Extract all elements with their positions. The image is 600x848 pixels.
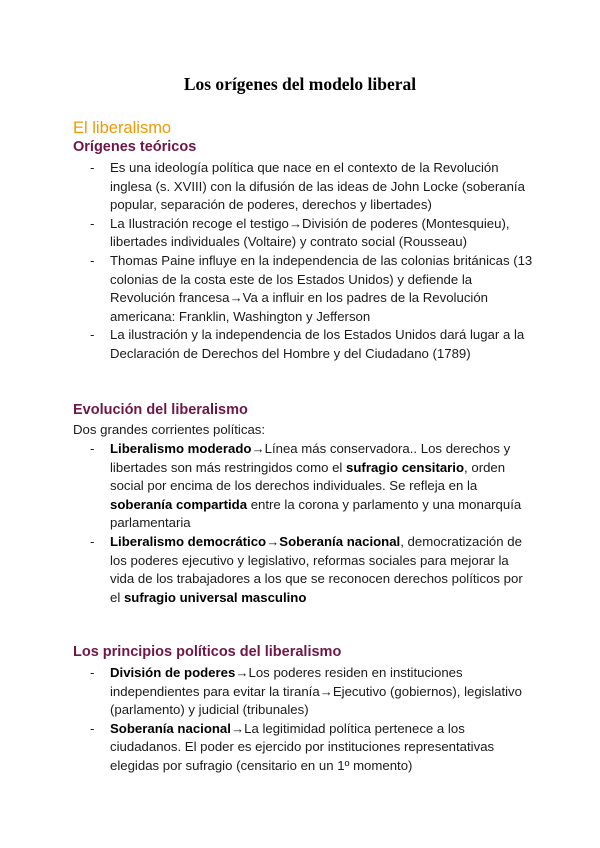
heading-evolucion: Evolución del liberalismo xyxy=(73,402,248,418)
bullet-dash: - xyxy=(90,720,95,736)
list-item: - La ilustración y la independencia de los Estados Unidos dará lugar a la Declaración de Derechos del Hombre y del Ciudadano (1789) xyxy=(90,327,525,361)
evolucion-list xyxy=(73,440,533,607)
bullet-dash: - xyxy=(90,160,95,175)
bullet-dash: - xyxy=(90,533,95,549)
bullet-dash: - xyxy=(90,327,95,343)
page-title: Los orígenes del modelo liberal xyxy=(183,74,417,94)
heading-origenes-teoricos: Orígenes teóricos xyxy=(73,139,197,155)
evolucion-intro: Dos grandes corrientes políticas: xyxy=(73,422,266,437)
bullet-dash: - xyxy=(90,665,95,680)
heading-principios: Los principios políticos del liberalismo xyxy=(73,644,342,660)
origenes-list xyxy=(73,159,533,364)
list-item: - Liberalismo democrático→Soberanía nacional, democratización de los poderes ejecutivo y legislativo, reformas sociales para mejorar la vida de los trabajadores a los que se reconocen derechos políticos por el sufragio universal masculino xyxy=(90,533,523,605)
list-item: - Liberalismo moderado→Línea más conservadora.. Los derechos y libertades son más restringidos como el sufragio censitario, orden social por encima de los derechos individuales. Se refleja en la soberanía compartida entre la corona y parlamento y una monarquía parlamentaria xyxy=(90,441,522,531)
list-item: - Es una ideología política que nace en el contexto de la Revolución inglesa (s. XVIII) con la difusión de las ideas de John Locke (soberanía popular, separación de poderes, derechos y libertades) xyxy=(90,160,525,213)
list-item: - División de poderes→Los poderes residen en instituciones independientes para evitar la tiranía→Ejecutivo (gobiernos), legislativo (parlamento) y judicial (tribunales) xyxy=(90,665,522,718)
bullet-dash: - xyxy=(90,215,95,231)
list-item: - Soberanía nacional→La legitimidad política pertenece a los ciudadanos. El poder es ejercido por instituciones representativas elegidas por sufragio (censitario en un 1º momento) xyxy=(90,720,495,773)
bullet-dash: - xyxy=(90,441,95,456)
bullet-dash: - xyxy=(90,252,95,268)
list-item: - La Ilustración recoge el testigo→División de poderes (Montesquieu), libertades individuales (Voltaire) y contrato social (Rousseau) xyxy=(90,215,510,250)
list-item: - Thomas Paine influye en la independencia de las colonias británicas (13 colonias de la costa este de los Estados Unidos) y defiende la Revolución francesa→Va a influir en los padres de la Revolución americana: Franklin, Washington y Jefferson xyxy=(90,252,533,324)
section-heading-liberalismo: El liberalismo xyxy=(73,119,172,137)
principios-list xyxy=(73,664,533,776)
